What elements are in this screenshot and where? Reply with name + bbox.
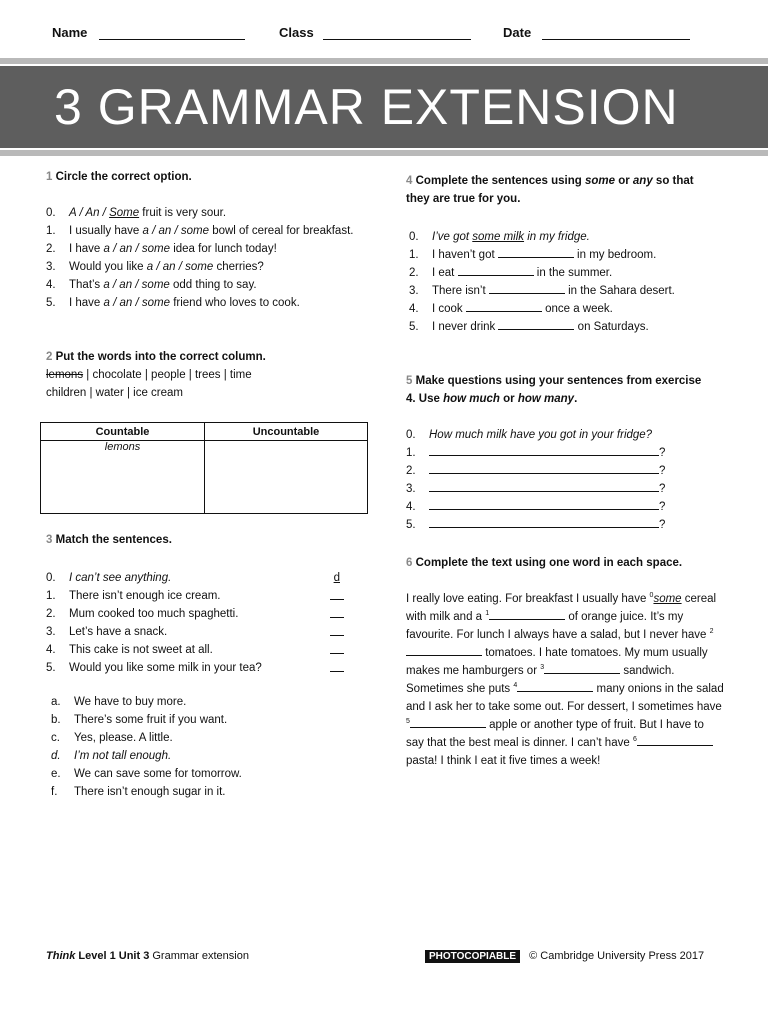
banner-stripe-top xyxy=(0,58,768,64)
answer-blank[interactable] xyxy=(498,318,574,330)
list-item: 0. I can’t see anything. d xyxy=(46,569,346,587)
list-item: f. There isn’t enough sugar in it. xyxy=(51,786,226,798)
countable-header: Countable xyxy=(41,423,205,441)
answer-blank[interactable] xyxy=(330,661,344,672)
word-bank: lemons | chocolate | people | trees | time children | water | ice cream xyxy=(46,369,252,399)
footer-left: Think Level 1 Unit 3 Grammar extension xyxy=(46,950,249,962)
list-item: 3. ? xyxy=(406,480,736,498)
title-banner xyxy=(0,58,768,156)
example-answer: some xyxy=(653,593,682,605)
exercise-3-questions xyxy=(46,569,346,677)
answer-blank[interactable] xyxy=(330,607,344,618)
exercise-5-list xyxy=(406,426,736,534)
page-title: 3 GRAMMAR EXTENSION xyxy=(54,79,679,135)
exercise-5 xyxy=(406,372,736,534)
answer-blank[interactable] xyxy=(406,644,482,656)
name-label: Name xyxy=(52,25,88,40)
exercise-4 xyxy=(406,172,736,336)
answer-blank[interactable] xyxy=(466,300,542,312)
class-label: Class xyxy=(279,25,314,40)
answer-blank[interactable] xyxy=(330,589,344,600)
list-item[interactable]: 3. Would you like a / an / some cherries? xyxy=(46,261,264,273)
list-item: 3. Let’s have a snack. xyxy=(46,623,346,641)
question-line[interactable] xyxy=(429,516,659,528)
exercise-3-title: 3 Match the sentences. xyxy=(46,534,172,546)
question-line[interactable] xyxy=(429,498,659,510)
list-item: 0. How much milk have you got in your fridge? xyxy=(406,429,653,441)
footer-right xyxy=(425,950,704,962)
list-item: 2. ? xyxy=(406,462,736,480)
list-item: 0. A / An / Some fruit is very sour. xyxy=(46,207,227,219)
cloze-text: I really love eating. For breakfast I usually have $^0$some cereal with milk and a $^1$ of orange juice. It’s my favourite. For lunch I always have a salad, but I never have $^2$ tomatoes. I hate tomatoes. My mum usually makes me hamburgers or $^3$ sandwich. Sometimes she puts $^4$ many onions in the salad and I ask her to take some out. For dessert, I sometimes have $^5$ apple or another type of fruit. But I have to say that the best meal is dinner. I can’t have $^6$ pasta! I think I eat it five times a week! xyxy=(406,592,724,767)
list-item[interactable]: 4. That’s a / an / some odd thing to say. xyxy=(46,279,257,291)
answer-blank[interactable] xyxy=(517,680,593,692)
date-field-row xyxy=(503,25,690,40)
example-answer: Some xyxy=(109,207,140,219)
date-input-line[interactable] xyxy=(542,27,690,40)
list-item: d. I’m not tall enough. xyxy=(51,750,172,762)
list-item: 1. ? xyxy=(406,444,736,462)
list-item[interactable]: 1. I usually have a / an / some bowl of cereal for breakfast. xyxy=(46,225,354,237)
answer-blank[interactable] xyxy=(489,282,565,294)
question-line[interactable] xyxy=(429,480,659,492)
class-input-line[interactable] xyxy=(323,27,471,40)
list-item: 2. Mum cooked too much spaghetti. xyxy=(46,605,346,623)
exercise-4-list xyxy=(406,228,736,336)
exercise-4-title: 4 Complete the sentences using some or any so that they are true for you. xyxy=(406,175,694,205)
list-item: 3. There isn’t in the Sahara desert. xyxy=(409,282,736,300)
list-item: 5. Would you like some milk in your tea? xyxy=(46,659,346,677)
list-item: e. We can save some for tomorrow. xyxy=(51,768,242,780)
list-item: a. We have to buy more. xyxy=(51,696,187,708)
name-input-line[interactable] xyxy=(99,27,245,40)
answer-blank[interactable] xyxy=(330,643,344,654)
example-question: How much milk have you got in your fridge? xyxy=(429,429,653,441)
answer-blank[interactable] xyxy=(544,662,620,674)
list-item[interactable]: 2. I have a / an / some idea for lunch today! xyxy=(46,243,277,255)
list-item: 5. ? xyxy=(406,516,736,534)
name-field-row xyxy=(52,25,245,40)
exercise-5-title: 5 Make questions using your sentences from exercise 4. Use how much or how many. xyxy=(406,375,702,405)
answer-blank[interactable] xyxy=(410,716,486,728)
date-label: Date xyxy=(503,25,532,40)
class-field-row xyxy=(279,25,471,40)
banner-stripe-bottom xyxy=(0,150,768,156)
question-line[interactable] xyxy=(429,462,659,474)
list-item: 1. I haven’t got in my bedroom. xyxy=(409,246,736,264)
list-item: 5. I never drink on Saturdays. xyxy=(409,318,736,336)
exercise-1-title: 1 Circle the correct option. xyxy=(46,171,192,183)
exercise-2-title: 2 Put the words into the correct column. xyxy=(46,351,266,363)
exercise-2 xyxy=(46,348,376,402)
answer-blank[interactable] xyxy=(330,625,344,636)
answer-blank[interactable] xyxy=(498,246,574,258)
exercise-1-list xyxy=(46,204,376,312)
example-answer: d xyxy=(333,572,340,584)
list-item: 4. ? xyxy=(406,498,736,516)
list-item: c. Yes, please. A little. xyxy=(51,732,173,744)
crossed-word: lemons xyxy=(46,369,84,381)
example-answer: some milk xyxy=(472,231,525,243)
answer-blank[interactable] xyxy=(637,734,713,746)
list-item: 4. This cake is not sweet at all. xyxy=(46,641,346,659)
list-item: 2. I eat in the summer. xyxy=(409,264,736,282)
list-item: 1. There isn’t enough ice cream. xyxy=(46,587,346,605)
list-item[interactable]: 5. I have a / an / some friend who loves to cook. xyxy=(46,297,300,309)
countable-table xyxy=(40,422,368,514)
exercise-3 xyxy=(46,531,346,801)
photocopiable-badge: PHOTOCOPIABLE xyxy=(425,950,520,963)
exercise-6 xyxy=(406,554,724,770)
exercise-1 xyxy=(46,168,376,312)
question-line[interactable] xyxy=(429,444,659,456)
list-item: 4. I cook once a week. xyxy=(409,300,736,318)
list-item: 0. I’ve got some milk in my fridge. xyxy=(409,231,590,243)
uncountable-header: Uncountable xyxy=(205,423,368,441)
exercise-3-answers xyxy=(46,693,346,801)
exercise-6-title: 6 Complete the text using one word in each space. xyxy=(406,557,683,569)
list-item: b. There’s some fruit if you want. xyxy=(51,714,228,726)
answer-blank[interactable] xyxy=(489,608,565,620)
countable-cell[interactable] xyxy=(41,441,205,514)
example-word: lemons xyxy=(104,441,141,453)
answer-blank[interactable] xyxy=(458,264,534,276)
uncountable-cell[interactable] xyxy=(205,441,368,514)
copyright: © Cambridge University Press 2017 xyxy=(529,950,705,962)
